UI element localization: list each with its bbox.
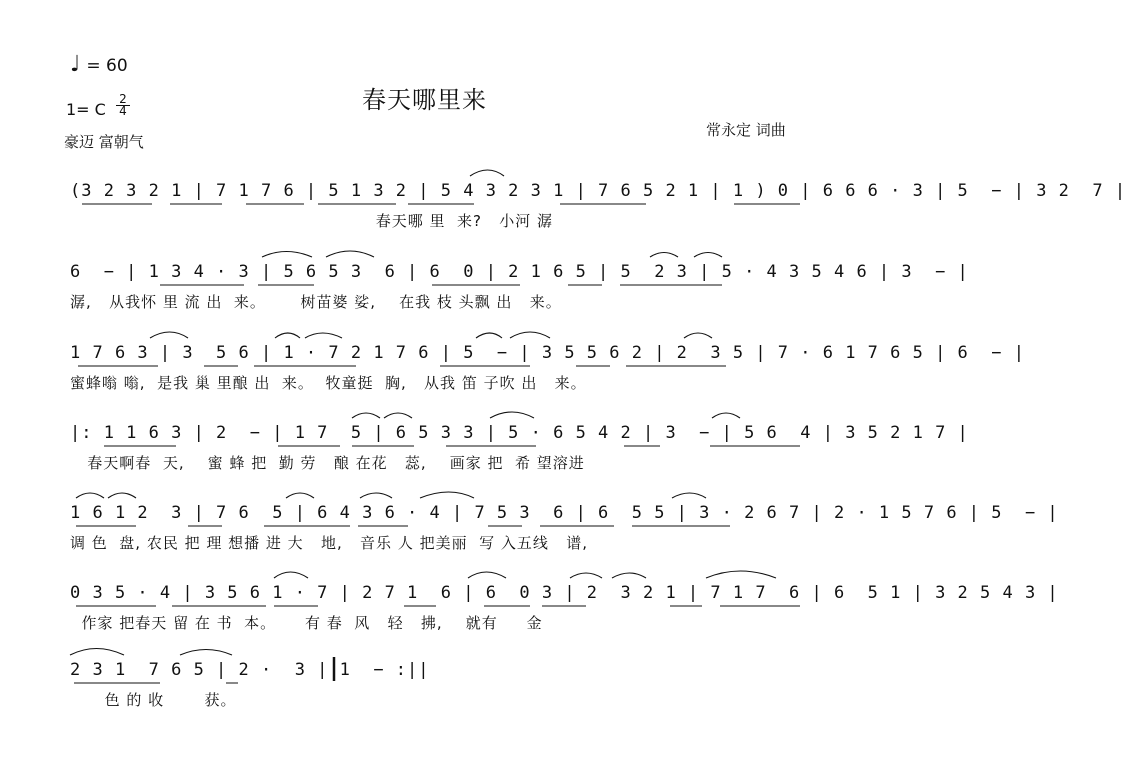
notation-line: 2 3 1 7 6 5 | 2 · 3 | 1 − :|| [70, 660, 430, 680]
performance-direction: 豪迈 富朝气 [64, 133, 144, 151]
tempo-marking [70, 52, 128, 77]
time-signature-bottom: 4 [116, 105, 130, 117]
lyric-line: 色 的 收 获。 [70, 691, 237, 709]
notation-line: |: 1 1 6 3 | 2 − | 1 7 5 | 6 5 3 3 | 5 · 6 5 4 2 | 3 − | 5 6 4 | 3 5 2 1 7 | [70, 423, 969, 443]
key-signature: 1= C [66, 100, 106, 119]
notation-line: (3 2 3 2 1 | 7 1 7 6 | 5 1 3 2 | 5 4 3 2 3 1 | 7 6 5 2 1 | 1 ) 0 | 6 6 6 · 3 | 5 − | 3 2 7 | [70, 181, 1126, 201]
lyric-line: 调 色 盘, 农民 把 理 想播 进 大 地, 音乐 人 把美丽 写 入五线 谱, [70, 534, 588, 552]
lyric-line: 作家 把春天 留 在 书 本。 有 春 风 轻 拂, 就有 金 [70, 614, 543, 632]
notation-line: 1 6 1 2 3 | 7 6 5 | 6 4 3 6 · 4 | 7 5 3 6 | 6 5 5 | 3 · 2 6 7 | 2 · 1 5 7 6 | 5 − | [70, 503, 1059, 523]
notation-line: 6 − | 1 3 4 · 3 | 5 6 5 3 6 | 6 0 | 2 1 6 5 | 5 2 3 | 5 · 4 3 5 4 6 | 3 − | [70, 262, 969, 282]
lyric-line: 春天啊春 天, 蜜 蜂 把 勤 劳 酿 在花 蕊, 画家 把 希 望溶进 [70, 454, 585, 472]
quarter-note-icon: ♩ [70, 52, 81, 77]
lyric-line: 春天哪 里 来? 小河 潺 [70, 212, 554, 230]
slur-mark [706, 571, 776, 578]
lyric-line: 蜜蜂嗡 嗡, 是我 巢 里酿 出 来。 牧童挺 胸, 从我 笛 子吹 出 来。 [70, 374, 587, 392]
notation-line: 0 3 5 · 4 | 3 5 6 1 · 7 | 2 7 1 6 | 6 0 3 | 2 3 2 1 | 7 1 7 6 | 6 5 1 | 3 2 5 4 3 | [70, 583, 1059, 603]
notation-line: 1 7 6 3 | 3 5 6 | 1 · 7 2 1 7 6 | 5 − | 3 5 5 6 2 | 2 3 5 | 7 · 6 1 7 6 5 | 6 − | [70, 343, 1025, 363]
time-signature-top: 2 [119, 92, 127, 106]
song-title: 春天哪里来 [362, 86, 487, 114]
tempo-value: = 60 [86, 56, 128, 76]
lyric-line: 潺, 从我怀 里 流 出 来。 树苗婆 娑, 在我 枝 头飘 出 来。 [70, 293, 562, 311]
time-signature [116, 94, 130, 117]
composer-credit: 常永定 词曲 [706, 121, 786, 139]
